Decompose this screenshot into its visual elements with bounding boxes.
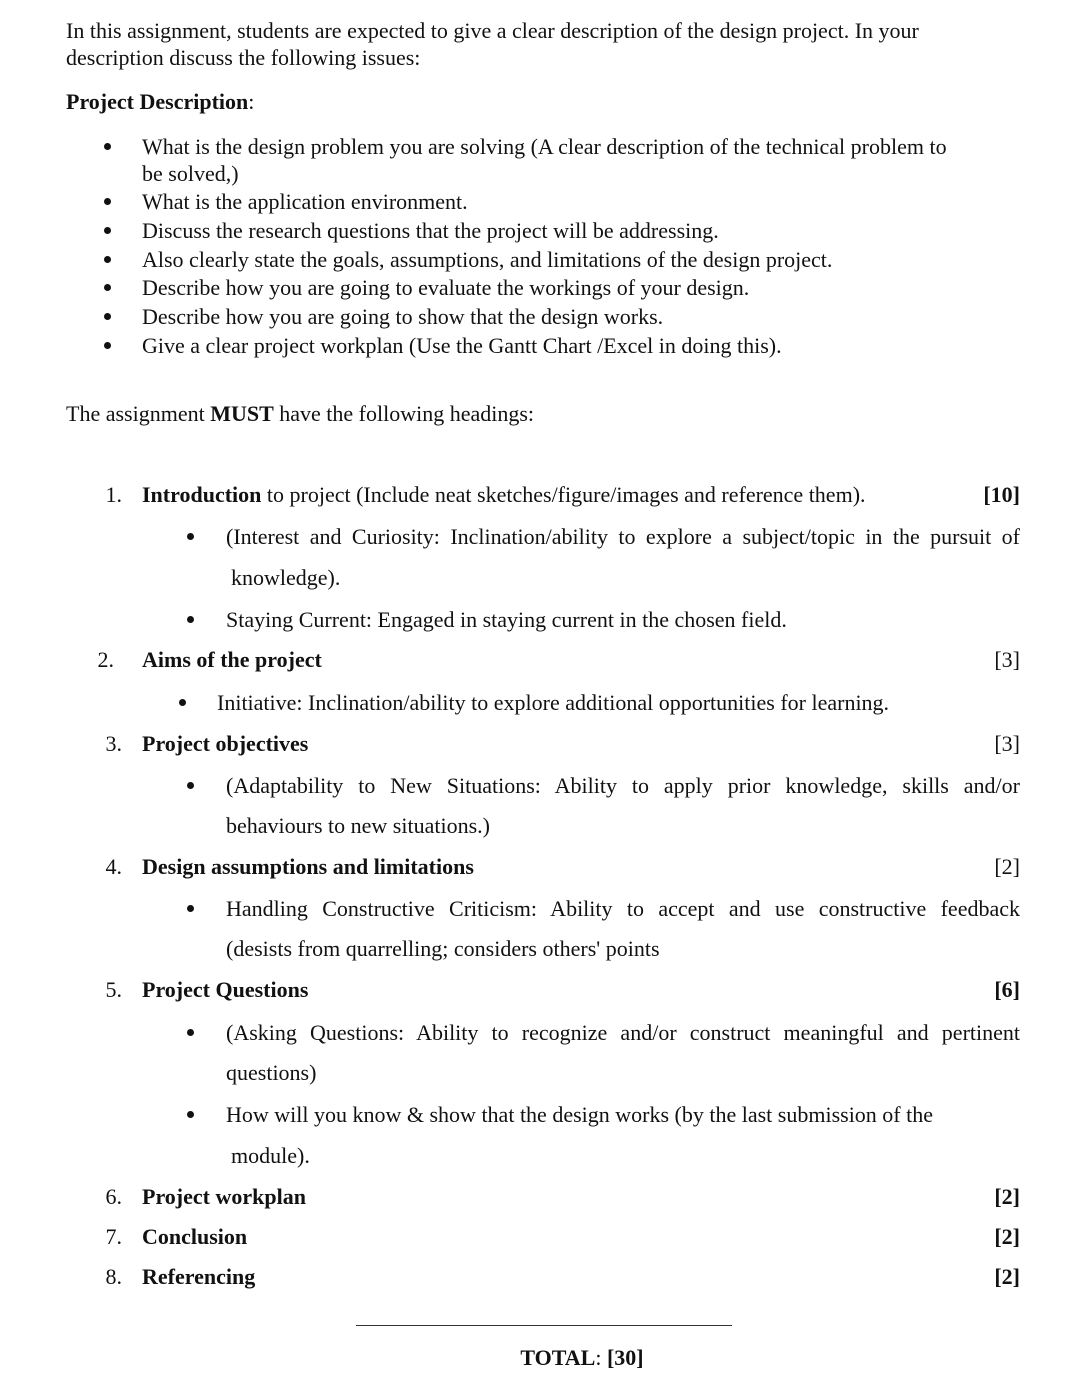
bullet-icon [187,782,194,789]
headings-instruction: The assignment MUST have the following headings: [66,401,535,426]
description-bullet: What is the design problem you are solving (A clear description of the technical problem to [142,134,947,159]
total-marks: TOTAL: [30] [520,1345,644,1370]
bullet-icon [104,227,111,234]
bullet-icon [104,256,111,263]
section-heading: Design assumptions and limitations [142,854,474,879]
section-bullet-line: (Asking Questions: Ability to recognize and/or construct meaningful and pertinent [226,1020,1020,1045]
section-bullet-line: (Interest and Curiosity: Inclination/ability to explore a subject/topic in the pursuit of [226,524,1020,549]
bullet-icon [187,616,194,623]
section-marks: [2] [994,1264,1020,1289]
section-bullet-continuation: behaviours to new situations.) [226,813,490,838]
divider-line [356,1325,732,1326]
section-marks: [6] [994,977,1020,1002]
section-number: 1. [105,482,122,507]
section-bullet-line: Staying Current: Engaged in staying current in the chosen field. [226,607,787,632]
section-heading: Aims of the project [142,647,322,672]
bullet-icon [179,699,186,706]
bullet-icon [104,198,111,205]
section-marks: [2] [994,854,1020,879]
section-bullet-continuation: questions) [226,1060,317,1085]
description-bullet: What is the application environment. [142,189,468,214]
bullet-icon [187,533,194,540]
section-heading: Introduction to project (Include neat sketches/figure/images and reference them). [142,482,866,507]
section-marks: [2] [994,1184,1020,1209]
section-number: 5. [105,977,122,1002]
description-bullet-continuation: be solved,) [142,161,239,186]
section-number: 3. [105,731,122,756]
section-bullet-line: How will you know & show that the design works (by the last submission of the [226,1102,934,1127]
section-bullet-continuation: module). [231,1143,310,1168]
description-bullet: Give a clear project workplan (Use the Gantt Chart /Excel in doing this). [142,333,782,358]
description-bullet: Describe how you are going to evaluate the workings of your design. [142,275,750,300]
section-bullet-line: (Adaptability to New Situations: Ability to apply prior knowledge, skills and/or [226,773,1020,798]
section-bullet-continuation: knowledge). [231,565,341,590]
description-bullet: Discuss the research questions that the project will be addressing. [142,218,719,243]
section-marks: [3] [994,647,1020,672]
project-description-heading: Project Description: [66,89,255,114]
intro-line-1: In this assignment, students are expected to give a clear description of the design project. In your [66,18,919,43]
bullet-icon [104,342,111,349]
bullet-icon [104,284,111,291]
section-marks: [2] [994,1224,1020,1249]
section-number: 6. [105,1184,122,1209]
section-marks: [3] [994,731,1020,756]
section-number: 2. [97,647,114,672]
section-heading: Project Questions [142,977,309,1002]
bullet-icon [104,143,111,150]
bullet-icon [187,1029,194,1036]
section-number: 4. [105,854,122,879]
section-bullet-line: Initiative: Inclination/ability to explore additional opportunities for learning. [217,690,890,715]
bullet-icon [104,313,111,320]
section-heading: Conclusion [142,1224,248,1249]
section-heading: Referencing [142,1264,256,1289]
section-marks: [10] [983,482,1020,507]
section-number: 8. [105,1264,122,1289]
section-number: 7. [105,1224,122,1249]
description-bullet: Describe how you are going to show that the design works. [142,304,664,329]
intro-line-2: description discuss the following issues: [66,45,421,70]
bullet-icon [187,1111,194,1118]
section-bullet-continuation: (desists from quarrelling; considers others' points [226,936,660,961]
section-heading: Project objectives [142,731,309,756]
section-bullet-line: Handling Constructive Criticism: Ability to accept and use constructive feedback [226,896,1020,921]
section-heading: Project workplan [142,1184,306,1209]
bullet-icon [187,905,194,912]
description-bullet: Also clearly state the goals, assumptions, and limitations of the design project. [142,247,833,272]
